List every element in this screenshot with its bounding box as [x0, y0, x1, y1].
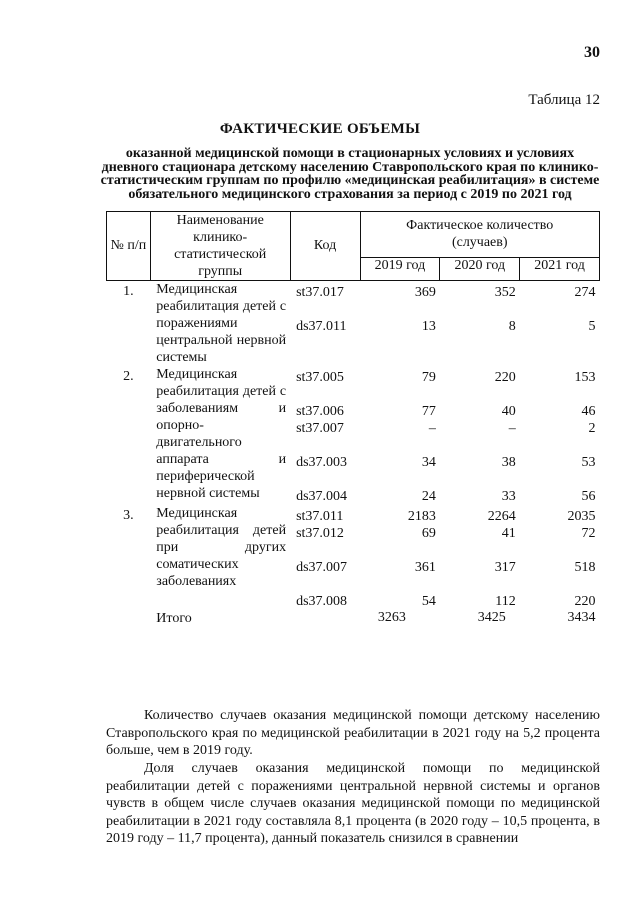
value-v2021: 5: [588, 319, 596, 334]
value-v2019: 69: [421, 526, 436, 541]
value-v2021: 274: [574, 285, 596, 300]
value-v2020: 317: [494, 560, 516, 575]
value-v2021: 518: [574, 560, 596, 575]
header-code: Код: [290, 212, 360, 281]
row-code: st37.017: [296, 285, 344, 300]
value-v2021: 2: [588, 421, 596, 436]
value-v2019: 24: [421, 489, 436, 504]
row-code: st37.012: [296, 526, 344, 541]
paragraph-1: Количество случаев оказания медицинской помощи детскому населению Ставропольского края по медицинской реабилитации в 2021 году на 5,2 процента больше, чем в 2019 году.: [106, 708, 600, 758]
value-v2021: 220: [574, 594, 596, 609]
header-fact: Фактическое количество (случаев): [360, 212, 600, 258]
value-v2021: 2035: [567, 509, 596, 524]
value-v2020: 33: [501, 489, 516, 504]
value-v2020: 8: [508, 319, 516, 334]
value-v2020: –: [508, 421, 516, 436]
value-v2019: –: [428, 421, 436, 436]
group-name: Медицинская реабилитация детей с поражениями центральной нервной системы: [156, 282, 287, 365]
total-2019: 3263: [377, 610, 406, 625]
value-v2019: 13: [421, 319, 436, 334]
row-code: ds37.003: [296, 455, 348, 470]
header-num: № п/п: [107, 212, 151, 281]
group-number: 1.: [123, 284, 134, 299]
document-subtitle: оказанной медицинской помощи в стационарных условиях и условиях дневного стационара детскому населению Ставропольского края по клинико-статистическим группам по профилю «медицинская реабилитация» в системе обязательного медицинского страхования за период с 2019 по 2021 год: [100, 146, 600, 202]
header-2021: 2021 год: [520, 257, 600, 280]
value-v2019: 77: [421, 404, 436, 419]
value-v2019: 79: [421, 370, 436, 385]
row-code: st37.005: [296, 370, 344, 385]
value-v2020: 38: [501, 455, 516, 470]
total-row: [107, 610, 600, 627]
total-label: Итого: [156, 611, 192, 626]
table-label: Таблица 12: [528, 92, 600, 108]
value-v2021: 56: [581, 489, 596, 504]
total-2021: 3434: [567, 610, 596, 625]
paragraph-2: Доля случаев оказания медицинской помощи по медицинской реабилитации детей с поражениями центральной нервной системы и органов чувств в общем числе случаев оказания медицинской помощи по медицинской реабилитации в 2021 году составляла 8,1 процента (в 2020 году – 10,5 процента, в 2019 году – 11,7 процента), данный показатель снизился в сравнении: [106, 761, 600, 846]
group-number: 3.: [123, 508, 134, 523]
row-code: st37.011: [296, 509, 344, 524]
group-name: Медицинская реабилитация детей при других соматических заболеваниях: [156, 506, 287, 589]
row-code: ds37.011: [296, 319, 347, 334]
value-v2020: 220: [494, 370, 516, 385]
value-v2020: 41: [501, 526, 516, 541]
value-v2019: 2183: [407, 509, 436, 524]
value-v2020: 2264: [487, 509, 516, 524]
value-v2020: 352: [494, 285, 516, 300]
value-v2021: 46: [581, 404, 596, 419]
value-v2021: 72: [581, 526, 596, 541]
data-table: [106, 211, 600, 627]
header-2019: 2019 год: [360, 257, 440, 280]
row-code: ds37.007: [296, 560, 348, 575]
table-group-row: [107, 366, 600, 505]
group-name: Медицинская реабилитация детей с заболеваниям и опорно-двигательного аппарата и периферической нервной системы: [156, 367, 287, 501]
value-v2019: 54: [421, 594, 436, 609]
group-number: 2.: [123, 369, 134, 384]
value-v2020: 112: [495, 594, 516, 609]
value-v2019: 34: [421, 455, 436, 470]
total-2020: 3425: [477, 610, 506, 625]
row-code: st37.007: [296, 421, 344, 436]
value-v2021: 53: [581, 455, 596, 470]
value-v2021: 153: [574, 370, 596, 385]
table-group-row: [107, 281, 600, 367]
value-v2019: 369: [414, 285, 436, 300]
header-2020: 2020 год: [440, 257, 520, 280]
value-v2020: 40: [501, 404, 516, 419]
document-title: ФАКТИЧЕСКИЕ ОБЪЕМЫ: [219, 121, 421, 137]
header-name: Наименование клинико-статистической группы: [150, 212, 290, 281]
value-v2019: 361: [414, 560, 436, 575]
row-code: ds37.004: [296, 489, 348, 504]
table-body: [107, 281, 600, 628]
page-number: 30: [584, 44, 600, 61]
table-group-row: [107, 505, 600, 610]
row-code: st37.006: [296, 404, 344, 419]
row-code: ds37.008: [296, 594, 348, 609]
